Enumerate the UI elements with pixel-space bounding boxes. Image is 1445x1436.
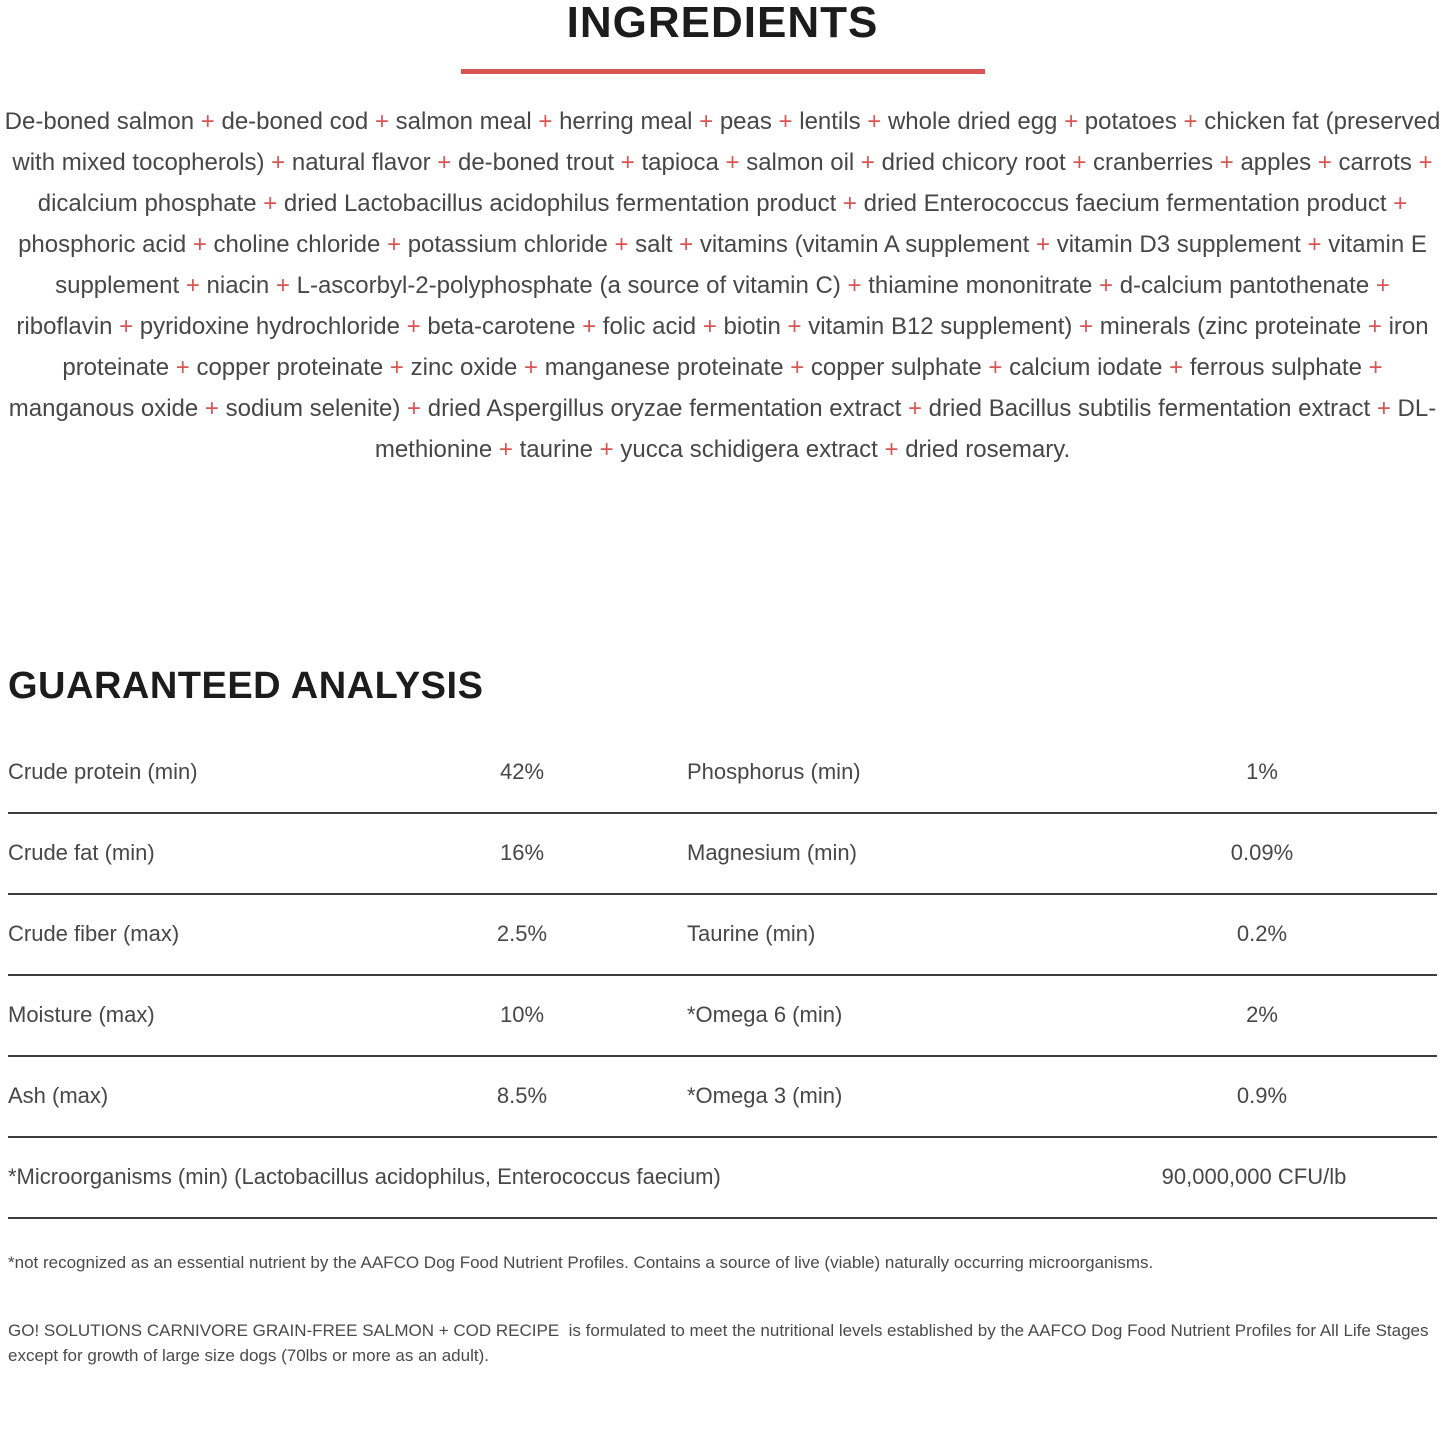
plus-separator: + xyxy=(1386,190,1408,217)
analysis-table xyxy=(8,733,1437,1219)
analysis-row xyxy=(8,976,1437,1057)
analysis-label-left: Crude fiber (max) xyxy=(8,921,180,947)
microorganisms-value: 90,000,000 CFU/lb xyxy=(1161,1164,1347,1190)
plus-separator: + xyxy=(430,149,458,176)
plus-separator: + xyxy=(692,108,720,135)
plus-separator: + xyxy=(112,313,140,340)
analysis-value-right: 0.9% xyxy=(1236,1083,1288,1109)
plus-separator: + xyxy=(1065,149,1094,176)
plus-separator: + xyxy=(1300,231,1329,258)
plus-separator: + xyxy=(981,354,1010,381)
analysis-value-left: 8.5% xyxy=(496,1083,548,1109)
plus-separator: + xyxy=(696,313,724,340)
plus-separator: + xyxy=(400,395,428,422)
analysis-label-right: Taurine (min) xyxy=(687,921,816,947)
analysis-label-left: Ash (max) xyxy=(8,1083,109,1109)
plus-separator: + xyxy=(186,231,214,258)
plus-separator: + xyxy=(836,190,864,217)
plus-separator: + xyxy=(264,149,292,176)
plus-separator: + xyxy=(854,149,882,176)
plus-separator: + xyxy=(901,395,929,422)
microorganisms-label: *Microorganisms (min) (Lactobacillus acidophilus, Enterococcus faecium) xyxy=(8,1164,721,1190)
analysis-value-left: 10% xyxy=(499,1002,545,1028)
analysis-label-left: Moisture (max) xyxy=(8,1002,155,1028)
plus-separator: + xyxy=(575,313,603,340)
analysis-value-right: 2% xyxy=(1246,1002,1278,1028)
plus-separator: + xyxy=(517,354,545,381)
analysis-row xyxy=(8,1057,1437,1138)
plus-separator: + xyxy=(771,108,800,135)
plus-separator: + xyxy=(198,395,226,422)
analysis-row xyxy=(8,733,1437,814)
plus-separator: + xyxy=(607,231,636,258)
analysis-label-right: *Omega 3 (min) xyxy=(687,1083,843,1109)
plus-separator: + xyxy=(1370,395,1398,422)
plus-separator: + xyxy=(1213,149,1241,176)
analysis-value-right: 1% xyxy=(1246,759,1278,785)
footnote-aafco-nutrient: *not recognized as an essential nutrient by the AAFCO Dog Food Nutrient Profiles. Contains a source of live (viable) naturally occurring microorganisms. xyxy=(8,1252,1154,1272)
plus-separator: + xyxy=(672,231,700,258)
ingredients-underline xyxy=(461,69,985,74)
analysis-label-left: Crude protein (min) xyxy=(8,759,198,785)
plus-separator: + xyxy=(1092,272,1120,299)
plus-separator: + xyxy=(877,436,906,463)
analysis-label-right: Phosphorus (min) xyxy=(687,759,861,785)
ingredients-text: De-boned salmon + de-boned cod + salmon meal + herring meal + peas + lentils + whole dried egg + potatoes + chicken fat (preserved with mixed tocopherols) + natural flavor + de-boned trout + tapioca + salmon oil + dried chicory root + cranberries + apples + carrots + dicalcium phosphate + dried Lactobacillus acidophilus fermentation product + dried Enterococcus faecium fermentation product + phosphoric acid + choline chloride + potassium chloride + salt + vitamins (vitamin A supplement + vitamin D3 supplement + vitamin E supplement + niacin + L-ascorbyl-2-polyphosphate (a source of vitamin C) + thiamine mononitrate + d-calcium pantothenate + riboflavin + pyridoxine hydrochloride + beta-carotene + folic acid + biotin + vitamin B12 supplement) + minerals (zinc proteinate + iron proteinate + copper proteinate + zinc oxide + manganese proteinate + copper sulphate + calcium iodate + ferrous sulphate + manganous oxide + sodium selenite) + dried Aspergillus oryzae fermentation extract + dried Bacillus subtilis fermentation extract + DL-methionine + taurine + yucca schidigera extract + dried rosemary. xyxy=(4,108,1441,463)
plus-separator: + xyxy=(194,108,222,135)
plus-separator: + xyxy=(399,313,428,340)
plus-separator: + xyxy=(269,272,297,299)
plus-separator: + xyxy=(380,231,408,258)
plus-separator: + xyxy=(783,354,811,381)
analysis-row xyxy=(8,814,1437,895)
analysis-value-left: 16% xyxy=(499,840,545,866)
analysis-value-left: 42% xyxy=(499,759,545,785)
plus-separator: + xyxy=(840,272,869,299)
analysis-row xyxy=(8,895,1437,976)
plus-separator: + xyxy=(368,108,396,135)
plus-separator: + xyxy=(179,272,207,299)
analysis-row-microorganisms xyxy=(8,1138,1437,1219)
analysis-value-left: 2.5% xyxy=(496,921,548,947)
guaranteed-analysis-heading: GUARANTEED ANALYSIS xyxy=(8,665,484,707)
plus-separator: + xyxy=(1311,149,1339,176)
plus-separator: + xyxy=(780,313,809,340)
analysis-value-right: 0.09% xyxy=(1230,840,1294,866)
plus-separator: + xyxy=(1369,272,1390,299)
plus-separator: + xyxy=(1029,231,1057,258)
plus-separator: + xyxy=(614,149,642,176)
analysis-value-right: 0.2% xyxy=(1236,921,1288,947)
analysis-label-right: *Omega 6 (min) xyxy=(687,1002,843,1028)
footnote-formulation: GO! SOLUTIONS CARNIVORE GRAIN-FREE SALMON + COD RECIPE is formulated to meet the nutritional levels established by the AAFCO Dog Food Nutrient Profiles for All Life Stages except for growth of large size dogs (70lbs or more as an adult). xyxy=(8,1320,1434,1365)
plus-separator: + xyxy=(1361,313,1389,340)
plus-separator: + xyxy=(1162,354,1190,381)
plus-separator: + xyxy=(1361,354,1383,381)
ingredients-heading: INGREDIENTS xyxy=(566,0,879,47)
plus-separator: + xyxy=(1411,149,1433,176)
plus-separator: + xyxy=(1072,313,1100,340)
plus-separator: + xyxy=(860,108,888,135)
plus-separator: + xyxy=(256,190,284,217)
analysis-label-right: Magnesium (min) xyxy=(687,840,857,866)
plus-separator: + xyxy=(531,108,560,135)
analysis-label-left: Crude fat (min) xyxy=(8,840,155,866)
plus-separator: + xyxy=(593,436,621,463)
plus-separator: + xyxy=(169,354,197,381)
plus-separator: + xyxy=(492,436,520,463)
plus-separator: + xyxy=(1057,108,1085,135)
plus-separator: + xyxy=(718,149,747,176)
plus-separator: + xyxy=(383,354,411,381)
plus-separator: + xyxy=(1176,108,1205,135)
